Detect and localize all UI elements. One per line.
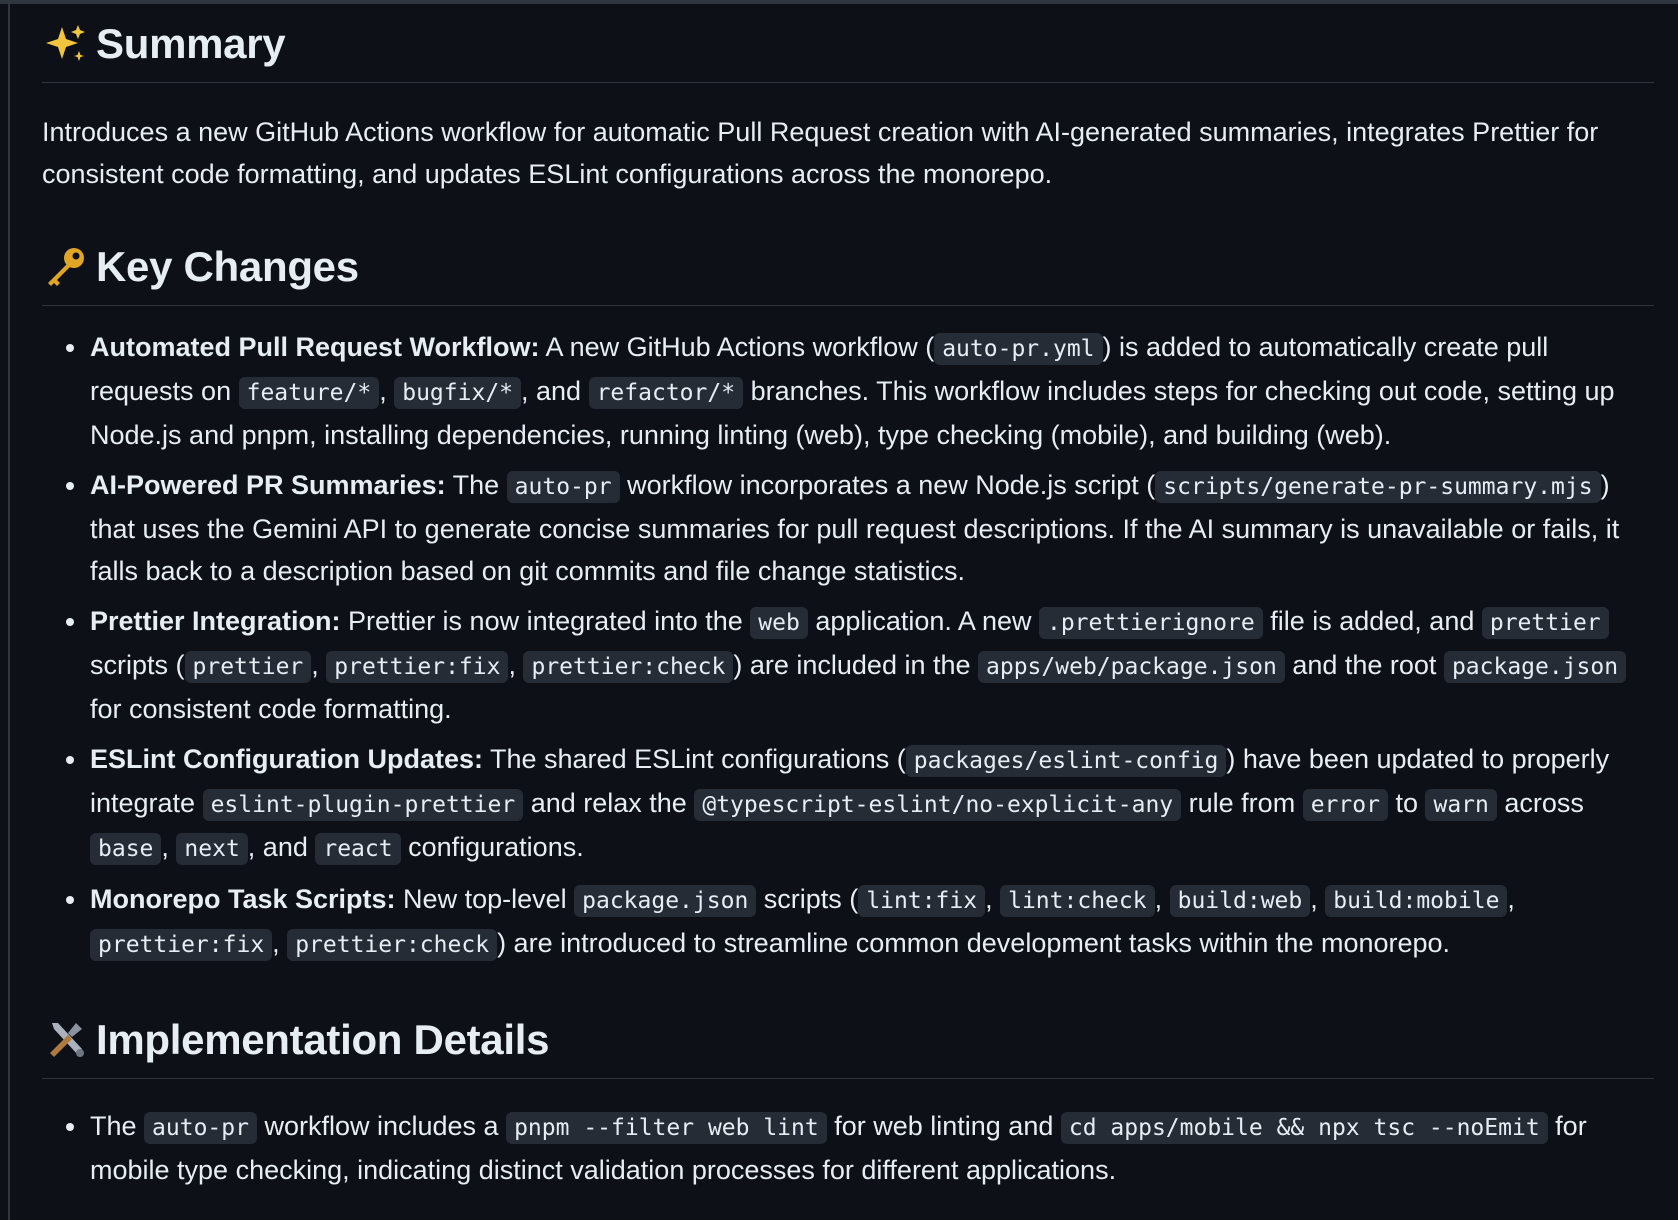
list-item (90, 326, 1654, 456)
item-text: workflow incorporates a new Node.js script ( (619, 470, 1156, 500)
item-text: application. A new (807, 606, 1039, 636)
item-text: and the root (1284, 650, 1444, 680)
summary-heading (42, 14, 1654, 83)
inline-code: package.json (574, 885, 756, 917)
inline-code: build:web (1170, 885, 1311, 917)
inline-code: lint:check (1000, 885, 1154, 917)
item-text: , (379, 376, 395, 406)
inline-code: pnpm --filter web lint (506, 1112, 827, 1144)
inline-code: build:mobile (1325, 885, 1507, 917)
inline-code: warn (1425, 789, 1496, 821)
item-text: , and (247, 832, 316, 862)
item-text: ) are introduced to streamline common development tasks within the monorepo. (497, 928, 1451, 958)
item-text: rule from (1181, 788, 1303, 818)
item-text: ) that uses the Gemini API to generate concise summaries for pull request descriptions. If the AI summary is unavailable or fails, it falls back to a description based on git commits and file change statistics. (90, 470, 1620, 586)
item-text: , and (521, 376, 589, 406)
sparkles-icon (42, 21, 88, 67)
pr-description (42, 14, 1654, 1199)
item-text: file is added, and (1262, 606, 1482, 636)
inline-code: react (315, 833, 400, 865)
inline-code: error (1303, 789, 1388, 821)
key-changes-list (42, 326, 1654, 966)
item-text: ) are included in the (733, 650, 979, 680)
item-text: for web linting and (826, 1111, 1061, 1141)
item-text: branches. This workflow includes steps for checking out code, setting up Node.js and pnpm, installing dependencies, running linting (web), type checking (mobile), and building (web). (90, 376, 1615, 450)
inline-code: auto-pr.yml (934, 333, 1102, 365)
inline-code: next (176, 833, 247, 865)
inline-code: prettier:fix (326, 651, 508, 683)
item-text: , (272, 928, 288, 958)
key-changes-heading (42, 237, 1654, 306)
item-title: AI-Powered PR Summaries: (90, 470, 446, 500)
item-text: , (508, 650, 524, 680)
item-text: , (985, 884, 1001, 914)
key-icon (42, 244, 88, 290)
item-text: for consistent code formatting. (90, 694, 452, 724)
inline-code: prettier:fix (90, 929, 272, 961)
inline-code: package.json (1444, 651, 1626, 683)
list-item (90, 464, 1654, 592)
item-text: scripts ( (756, 884, 859, 914)
inline-code: bugfix/* (394, 377, 521, 409)
item-text: Prettier is now integrated into the (340, 606, 751, 636)
inline-code: lint:fix (858, 885, 985, 917)
item-text: ) have been updated to properly integrate (90, 744, 1610, 818)
list-item (90, 738, 1654, 870)
summary-heading-text: Summary (96, 20, 286, 67)
item-text: scripts ( (90, 650, 185, 680)
inline-code: prettier:check (523, 651, 733, 683)
item-title: Prettier Integration: (90, 606, 341, 636)
item-text: workflow includes a (256, 1111, 507, 1141)
inline-code: prettier (1482, 607, 1609, 639)
key-changes-heading-text: Key Changes (96, 243, 359, 290)
inline-code: .prettierignore (1039, 607, 1263, 639)
item-title: ESLint Configuration Updates: (90, 744, 483, 774)
item-text: New top-level (395, 884, 575, 914)
summary-text: Introduces a new GitHub Actions workflow for automatic Pull Request creation with AI-generated summaries, integrates Prettier for consistent code formatting, and updates ESLint configurations across the monorepo. (42, 117, 1599, 189)
item-text: , (311, 650, 327, 680)
inline-code: packages/eslint-config (906, 745, 1227, 777)
item-title: Automated Pull Request Workflow: (90, 332, 540, 362)
inline-code: refactor/* (589, 377, 743, 409)
inline-code: base (90, 833, 161, 865)
item-text: , (1154, 884, 1170, 914)
list-item (90, 1105, 1654, 1191)
item-text: The (90, 1111, 145, 1141)
implementation-heading-text: Implementation Details (96, 1016, 550, 1063)
top-border (0, 0, 1678, 4)
item-text: A new GitHub Actions workflow ( (539, 332, 935, 362)
item-text: to (1387, 788, 1426, 818)
item-title: Monorepo Task Scripts: (90, 884, 396, 914)
implementation-list (42, 1105, 1654, 1191)
inline-code: apps/web/package.json (978, 651, 1285, 683)
implementation-heading (42, 1010, 1654, 1079)
item-text: , (1310, 884, 1326, 914)
inline-code: auto-pr (144, 1112, 257, 1144)
inline-code: prettier:check (287, 929, 497, 961)
inline-code: eslint-plugin-prettier (203, 789, 524, 821)
item-text: for mobile type checking, indicating distinct validation processes for different applications. (90, 1111, 1587, 1185)
inline-code: scripts/generate-pr-summary.mjs (1155, 471, 1600, 503)
item-text: The (445, 470, 507, 500)
item-text: across (1496, 788, 1584, 818)
item-text: ) is added to automatically create pull requests on (90, 332, 1549, 406)
item-text: , (161, 832, 177, 862)
item-text: , (1507, 884, 1515, 914)
inline-code: prettier (185, 651, 312, 683)
inline-code: cd apps/mobile && npx tsc --noEmit (1061, 1112, 1548, 1144)
inline-code: @typescript-eslint/no-explicit-any (694, 789, 1181, 821)
inline-code: web (750, 607, 808, 639)
inline-code: feature/* (239, 377, 380, 409)
item-text: The shared ESLint configurations ( (482, 744, 906, 774)
item-text: configurations. (400, 832, 584, 862)
inline-code: auto-pr (507, 471, 620, 503)
list-item (90, 878, 1654, 966)
list-item (90, 600, 1654, 730)
left-border (8, 4, 10, 1220)
hammer-wrench-icon (42, 1017, 88, 1063)
item-text: and relax the (523, 788, 695, 818)
